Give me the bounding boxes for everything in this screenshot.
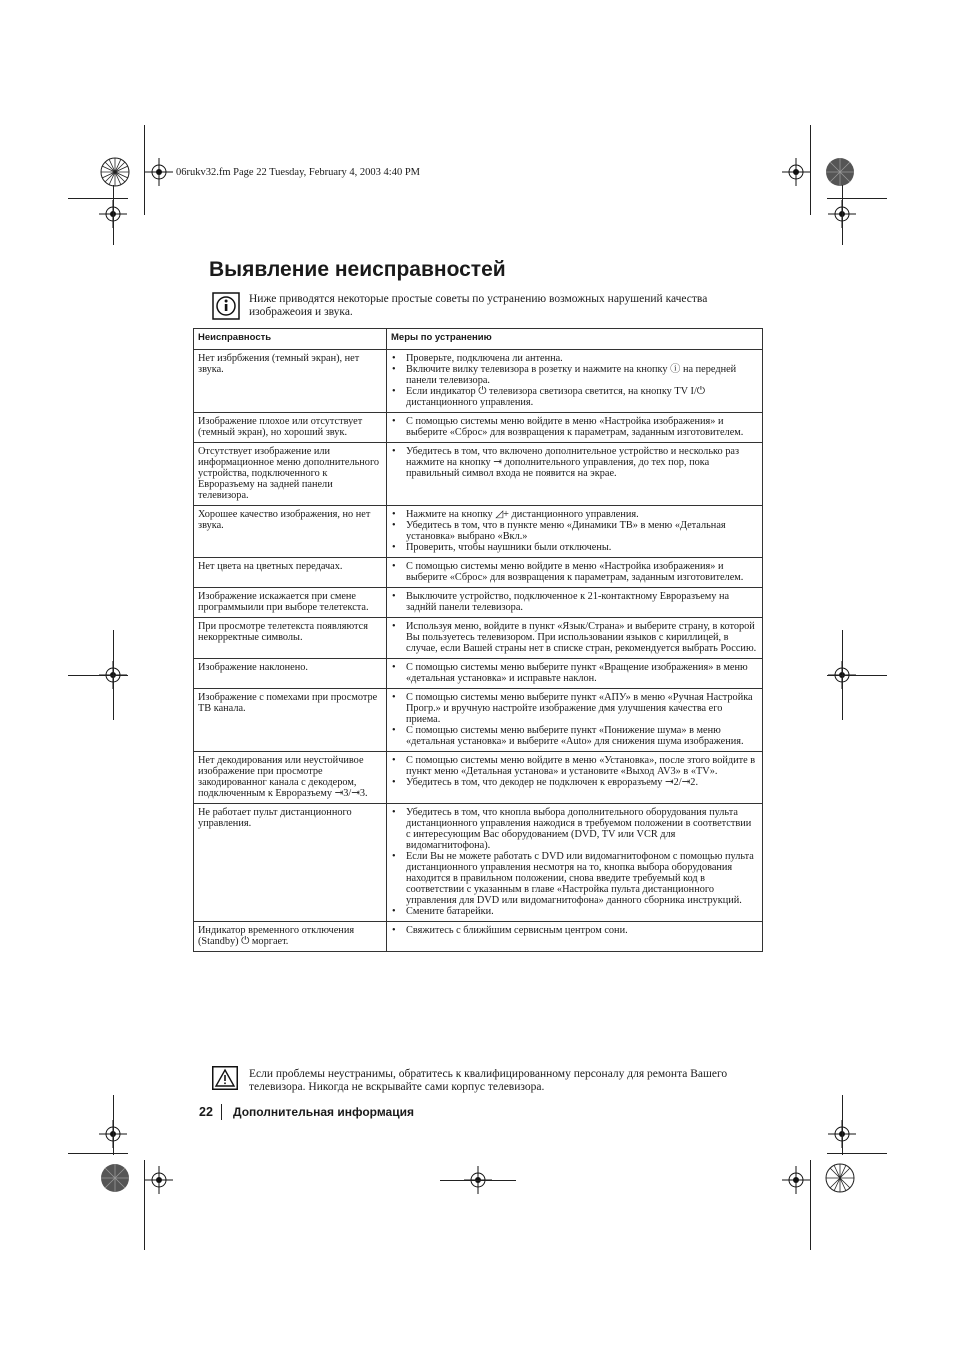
table-row [194, 350, 763, 413]
remedy-cell [387, 443, 763, 506]
section-name: Дополнительная информация [233, 1105, 414, 1119]
remedy-item: • Убедитесь в том, что декодер не подключен к евроразъему ⇥2/⇥2. [391, 777, 758, 788]
remedy-cell [387, 413, 763, 443]
problem-cell: Нет декодирования или неустойчивое изображение при просмотре закодированног канала с декодером, подключенным к Евроразъему ⇥3/⇥3. [194, 752, 387, 804]
remedy-item: • Проверьте, подключена ли антенна. [391, 353, 758, 364]
remedy-item: • Если индикатор ⏻ телевизора светизора светится, на кнопку TV I/⏻ дистанционного управления. [391, 386, 758, 408]
table-row [194, 922, 763, 952]
column-header-problem: Неисправность [194, 329, 387, 350]
troubleshooting-table [193, 328, 763, 952]
crop-line [68, 1153, 128, 1154]
problem-cell: Не работает пульт дистанционного управления. [194, 804, 387, 922]
remedy-item: • Убедитесь в том, что в пункте меню «Динамики ТВ» в меню «Детальная установка» выбрано «Вкл.» [391, 520, 758, 542]
remedy-cell [387, 618, 763, 659]
table-row [194, 443, 763, 506]
registration-mark-icon [145, 1166, 173, 1194]
crop-line [827, 675, 887, 676]
remedy-item: • Если Вы не можете работать с DVD или видомагнитофоном с помощью пульта дистанционного управления несмотря на то, кнопка выбора оборудования находится в правильном положении, снова введите требуемый код в соответствии с указанным в главе «Настройка пульта дистанционного управления для DVD или видомагнитофона» данного сборника инструкций. [391, 851, 758, 906]
remedy-cell [387, 659, 763, 689]
problem-cell: Изображение плохое или отсутствует (темный экран), но хороший звук. [194, 413, 387, 443]
print-rosette-icon [825, 1163, 855, 1193]
problem-cell: Нет избрбжения (темный экран), нет звука. [194, 350, 387, 413]
problem-cell: Индикатор временного отключения (Standby) ⏻ моргает. [194, 922, 387, 952]
table-row [194, 618, 763, 659]
problem-cell: Изображение наклонено. [194, 659, 387, 689]
crop-line [842, 1095, 843, 1155]
remedy-item: • С помощью системы меню выберите пункт «АПУ» в меню «Ручная Настройка Прогр.» и вручную настройте изображение дмя улучшения качества его приема. [391, 692, 758, 725]
problem-cell: Изображение искажается при смене программыили при выборе телетекста. [194, 588, 387, 618]
table-row [194, 752, 763, 804]
table-row [194, 804, 763, 922]
remedy-cell [387, 350, 763, 413]
remedy-item: • Смените батарейки. [391, 906, 758, 917]
remedy-item: • Выключите устройство, подключенное к 21-контактному Евроразъему на заднйй панели телевизора. [391, 591, 758, 613]
crop-line [810, 1160, 811, 1250]
remedy-item: • Включите вилку телевизора в розетку и нажмите на кнопку ⓘ на передней панели телевизора. [391, 364, 758, 386]
file-header: 06rukv32.fm Page 22 Tuesday, February 4, 2003 4:40 PM [176, 167, 421, 178]
print-rosette-icon [100, 157, 130, 187]
problem-cell: Отсутствует изображение или информационное меню дополнительного устройства, подключенного к Евроразъему на задней панели телевизора. [194, 443, 387, 506]
page-title: Выявление неисправностей [209, 258, 506, 281]
crop-line [68, 198, 128, 199]
problem-cell: Хорошее качество изображения, но нет звука. [194, 506, 387, 558]
remedy-item: • Свяжитесь с ближйшим сервисным центром сони. [391, 925, 758, 936]
table-header-row [194, 329, 763, 350]
remedy-cell [387, 558, 763, 588]
print-rosette-icon [100, 1163, 130, 1193]
remedy-cell [387, 588, 763, 618]
remedy-cell [387, 804, 763, 922]
crop-line [68, 675, 128, 676]
table-row [194, 506, 763, 558]
crop-line [827, 1153, 887, 1154]
table-row [194, 413, 763, 443]
remedy-item: • Проверить, чтобы наушники были отключены. [391, 542, 758, 553]
crop-line [113, 185, 114, 245]
print-rosette-icon [825, 157, 855, 187]
crop-line [842, 185, 843, 245]
crop-line [810, 125, 811, 215]
registration-mark-icon [145, 158, 173, 186]
crop-line [440, 1180, 516, 1181]
remedy-cell [387, 752, 763, 804]
table-row [194, 558, 763, 588]
info-icon [212, 292, 240, 320]
table-row [194, 689, 763, 752]
footer-divider [221, 1104, 222, 1120]
warning-triangle-icon [212, 1066, 238, 1090]
problem-cell: Нет цвета на цветных передачах. [194, 558, 387, 588]
remedy-item: • С помощью системы меню выберите пункт «Понижение шума» в меню «детальная установка» и выберите «Auto» для снижения шума изображения. [391, 725, 758, 747]
remedy-item: • Нажмите на кнопку ◿+ дистанционного управления. [391, 509, 758, 520]
crop-line [113, 1095, 114, 1155]
remedy-cell [387, 506, 763, 558]
problem-cell: Изображение с помехами при просмотре ТВ канала. [194, 689, 387, 752]
remedy-item: • С помощью системы меню выберите пункт «Вращение изображения» в меню «детальная установка» и исправьте наклон. [391, 662, 758, 684]
registration-mark-icon [782, 158, 810, 186]
remedy-item: • Убедитесь в том, что кнопла выбора дополнительного оборудования пульта дистанционного управления нажодися в требуемом положении в соответствии с интересующим Вас оборудованием (DVD, TV или VCR для видомагнитофона). [391, 807, 758, 851]
crop-line [827, 198, 887, 199]
remedy-item: • С помощью системы меню войдите в меню «Настройка изображения» и выберите «Сброс» для возвращения к параметрам, заданным изготовителем. [391, 416, 758, 438]
table-row [194, 588, 763, 618]
remedy-item: • Используя меню, войдите в пункт «Язык/Страна» и выберите страну, в которой Вы пользуетесь телевизором. При использовании языков с кириллицей, в случае, если Вашей страны нет в списке стран, рекомендуется выбрать Россию. [391, 621, 758, 654]
problem-cell: При просмотре телетекста появляются некорректные символы. [194, 618, 387, 659]
warning-text: Если проблемы неустранимы, обратитесь к квалифицированному персоналу для ремонта Вашего телевизора. Никогда не вскрывайте сами корпус телевизора. [249, 1068, 728, 1093]
crop-line [842, 630, 843, 720]
intro-text: Ниже приводятся некоторые простые советы по устранению возможных нарушений качества изображеоия и звука. [249, 293, 708, 318]
remedy-item: • С помощью системы меню войдите в меню «Настройка изображения» и выберите «Сброс» для возвращения к параметрам, заданным изготовителем. [391, 561, 758, 583]
table-row [194, 659, 763, 689]
remedy-item: • Убедитесь в том, что включено дополнительное устройство и несколько раз нажмите на кнопку ⇥ дополнительного управления, до тех пор, пока правильный символ входа не появится на экрае. [391, 446, 758, 479]
crop-line [113, 630, 114, 720]
remedy-cell [387, 689, 763, 752]
registration-mark-icon [782, 1166, 810, 1194]
page-number: 22 [199, 1105, 213, 1119]
column-header-remedy: Меры по устранению [387, 329, 763, 350]
remedy-item: • С помощью системы меню войдите в меню «Установка», после зтого войдите в пункт меню «Детальная установа» и установите «Выход AV3» в «TV». [391, 755, 758, 777]
remedy-cell [387, 922, 763, 952]
